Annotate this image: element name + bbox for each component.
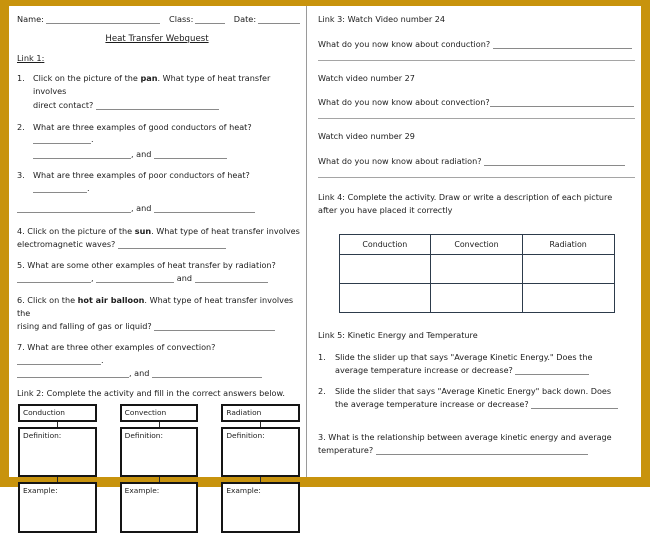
q1-line2-text: direct contact? (33, 100, 96, 110)
q5-line2 (17, 272, 300, 285)
q5-sep: , (91, 273, 97, 284)
link5-item-body (335, 351, 635, 377)
link1-colon: : (41, 53, 45, 63)
q6-line2 (17, 320, 300, 333)
q1-answer-blank[interactable] (96, 101, 219, 110)
section-link2-heading: Link 2: Complete the activity and fill in the correct answers below. (17, 387, 285, 398)
link3-video-2-label: Watch video number 27 (318, 72, 415, 83)
link3-q1-text: What do you now know about conduction? (318, 38, 493, 49)
table-header-conduction: Conduction (339, 235, 431, 255)
link5-q1-line1: Slide the slider up that says "Average Kinetic Energy." Does the (335, 352, 593, 363)
table-cell[interactable] (522, 255, 614, 284)
student-info-row (14, 14, 300, 24)
q5-answer-blank-2[interactable] (96, 274, 174, 283)
date-input[interactable] (258, 15, 300, 24)
question-number: 3. (17, 170, 25, 180)
section-link5-heading: Link 5: Kinetic Energy and Temperature (318, 330, 478, 341)
link5-q3-line1: 3. What is the relationship between average kinetic energy and average (318, 432, 612, 443)
link5-question-3 (318, 431, 635, 457)
name-input[interactable] (46, 15, 160, 24)
table-cell[interactable] (431, 255, 523, 284)
flow-definition-box[interactable]: Definition: (221, 427, 300, 477)
table-cell[interactable] (339, 255, 431, 284)
link5-q3-line2 (318, 444, 635, 457)
link5-q3-line2-text: temperature? (318, 444, 376, 455)
date-label: Date: (233, 14, 257, 24)
link3-video-3-label: Watch video number 29 (318, 131, 415, 142)
section-link3-heading: Link 3: Watch Video number 24 (318, 14, 446, 24)
flow-example-box[interactable]: Example: (221, 482, 300, 533)
question-item (14, 169, 300, 194)
left-column (9, 6, 306, 495)
q4-answer-blank[interactable] (118, 240, 226, 249)
class-input[interactable] (195, 15, 224, 24)
q1-text-before: Click on the picture of the (33, 73, 141, 83)
link3-q2-continuation-line[interactable] (318, 118, 635, 119)
q3-answer-blank-1[interactable] (33, 184, 87, 193)
question-body (33, 121, 300, 161)
link3-question-convection (318, 96, 635, 109)
link4-heading-line1: Link 4: Complete the activity. Draw or write a description of each picture (318, 191, 613, 202)
flow-example-box[interactable]: Example: (18, 482, 97, 533)
table-row (339, 284, 614, 313)
flow-example-box[interactable]: Example: (120, 482, 199, 533)
table-cell[interactable] (339, 284, 431, 313)
q6-line2-text: rising and falling of gas or liquid? (17, 320, 155, 331)
q3-answer-blank-3[interactable] (154, 204, 255, 213)
q2-and: , and (131, 148, 154, 159)
flow-title-box: Radiation (221, 404, 300, 422)
link1-label-text: Link 1 (17, 53, 42, 63)
q4-part1: 4. Click on the picture of the (17, 225, 135, 236)
q2-tail: . (91, 134, 94, 144)
link5-q2-line2-text: the average temperature increase or decrease? (335, 399, 532, 410)
q5-answer-blank-1[interactable] (17, 274, 91, 283)
right-column (307, 6, 641, 477)
q7-answer-blank-2[interactable] (17, 369, 129, 378)
link3-q3-text: What do you now know about radiation? (318, 155, 485, 166)
link5-item-body (335, 385, 635, 411)
link3-q3-blank[interactable] (484, 157, 625, 166)
q4-line2-text: electromagnetic waves? (17, 238, 118, 249)
question-4 (14, 225, 300, 251)
table-row (339, 255, 614, 284)
q6-part2: . What type of heat transfer involves the (17, 294, 294, 318)
q2-answer-blank-3[interactable] (154, 150, 227, 159)
link5-q2-line2 (335, 398, 635, 411)
page-title (14, 34, 300, 44)
link3-q1-blank[interactable] (493, 40, 632, 49)
q2-answer-blank-1[interactable] (33, 135, 91, 144)
q3-tail: . (87, 182, 90, 193)
q3-text: What are three examples of poor conductors of heat? (33, 170, 250, 180)
link3-question-conduction (318, 38, 635, 51)
q5-line1: 5. What are some other examples of heat transfer by radiation? (17, 260, 276, 271)
q2-answer-blank-2[interactable] (33, 150, 131, 159)
q7-answer-blank-3[interactable] (152, 369, 262, 378)
q7-answer-blank-1[interactable] (17, 356, 101, 365)
q7-line1: 7. What are three other examples of convection? (17, 342, 216, 353)
section-link4-heading (318, 191, 635, 217)
question-7 (14, 341, 300, 379)
link5-item-number: 1. (318, 352, 326, 363)
table-header-row (339, 235, 614, 255)
link5-q2-blank[interactable] (531, 400, 618, 409)
flow-column-radiation (221, 404, 300, 533)
q7-and: , and (129, 367, 152, 378)
flow-definition-box[interactable]: Definition: (120, 427, 199, 477)
question-number: 2. (17, 121, 25, 132)
question-body (33, 72, 300, 112)
q4-part2: . What type of heat transfer involves (151, 225, 300, 236)
question-body (33, 169, 300, 194)
link2-flow-diagram (14, 404, 300, 533)
flow-definition-box[interactable]: Definition: (18, 427, 97, 477)
link4-heading-line2: after you have placed it correctly (318, 204, 453, 215)
question-item (14, 121, 300, 161)
link5-item (318, 385, 635, 411)
link5-q1-blank[interactable] (515, 366, 589, 375)
flow-title-box: Conduction (18, 404, 97, 422)
table-header-convection: Convection (431, 235, 523, 255)
q2-text: What are three examples of good conductors of heat? (33, 121, 252, 132)
link3-q1-continuation-line[interactable] (318, 60, 635, 61)
q7-line2 (17, 367, 300, 380)
link3-q2-blank[interactable] (490, 98, 634, 107)
q5-and: and (174, 273, 195, 284)
class-label: Class: (169, 14, 194, 24)
link5-item-number: 2. (318, 386, 326, 397)
q4-bold-term: sun (134, 225, 152, 236)
q5-answer-blank-3[interactable] (195, 274, 268, 283)
link3-q2-text: What do you now know about convection? (318, 97, 490, 108)
q6-part1: 6. Click on the (17, 294, 78, 305)
link4-table (339, 234, 615, 313)
section-link1-label (14, 53, 300, 63)
name-label: Name: (17, 14, 44, 24)
q6-bold-term: hot air balloon (77, 294, 145, 305)
q4-line2 (17, 238, 300, 251)
q7-tail: . (101, 355, 104, 366)
q1-bold-term: pan (140, 73, 158, 83)
table-cell[interactable] (522, 284, 614, 313)
q6-answer-blank[interactable] (154, 322, 275, 331)
link3-question-radiation (318, 155, 635, 168)
table-cell[interactable] (431, 284, 523, 313)
link3-q3-continuation-line[interactable] (318, 177, 635, 178)
table-header-radiation: Radiation (522, 235, 614, 255)
question-5 (14, 259, 300, 285)
q1-line2 (33, 99, 300, 112)
worksheet-body (9, 6, 641, 495)
page-title-text: Heat Transfer Webquest (105, 34, 209, 44)
link5-item (318, 351, 635, 377)
flow-column-convection (120, 404, 199, 533)
link5-q1-line2-text: average temperature increase or decrease? (335, 365, 516, 376)
link5-q2-line1: Slide the slider that says "Average Kinetic Energy" back down. Does (335, 386, 612, 397)
question-number: 1. (17, 73, 25, 83)
q3-answer-blank-2[interactable] (17, 204, 131, 213)
q3-line2 (14, 202, 300, 215)
flow-title-box: Convection (120, 404, 199, 422)
flow-column-conduction (18, 404, 97, 533)
q2-line2 (33, 148, 300, 161)
link5-q1-line2 (335, 364, 635, 377)
question-6 (14, 294, 300, 332)
q3-and: , and (131, 203, 154, 213)
question-item (14, 72, 300, 112)
q1-text-after: . What type of heat transfer involves (33, 73, 271, 96)
link5-q3-blank[interactable] (376, 446, 588, 455)
